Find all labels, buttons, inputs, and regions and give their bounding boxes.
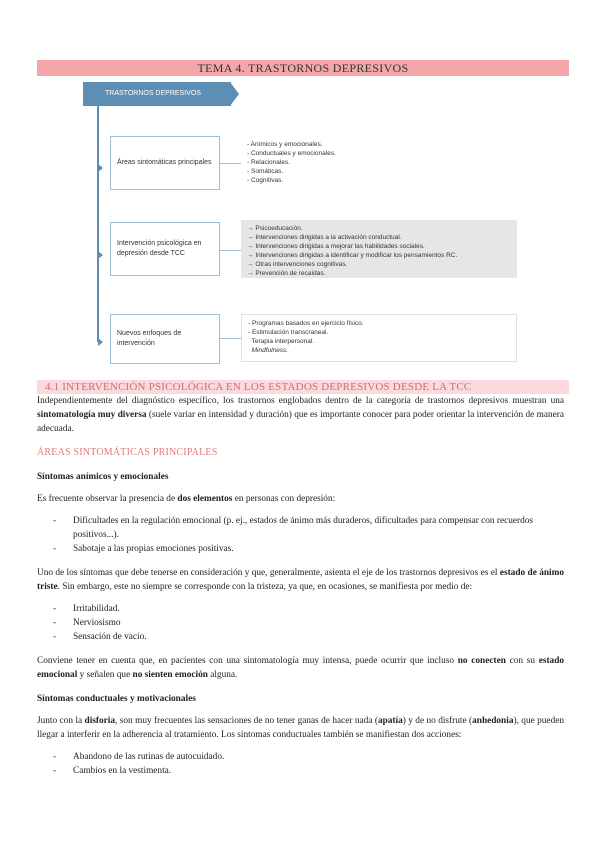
root-arrow-icon	[230, 82, 239, 106]
paragraph: Es frecuente observar la presencia de dos elementos en personas con depresión:	[37, 494, 336, 504]
connector	[220, 338, 241, 339]
list-item: - Dificultades en la regulación emocional (p. ej., estados de ánimo más duraderos, dificultades para compensar con recuerdos positivos...).	[53, 516, 534, 540]
list-item: - Abandono de las rutinas de autocuidado.	[53, 752, 225, 762]
paragraph: Conviene tener en cuenta que, en pacientes con una sintomatología muy intensa, puede ocurrir que incluso no conecten con su estado emocional y señalen que no sienten emoción alguna.	[37, 656, 565, 680]
detail-item: Otras intervenciones cognitivas.	[255, 261, 348, 268]
paragraph: Junto con la disforia, son muy frecuentes las sensaciones de no tener ganas de hacer nada (apatía) y de no disfrute (anhedonia), que pueden llegar a interferir en la adherencia al tratamiento. Los síntomas conductuales también se manifiestan dos acciones:	[37, 716, 564, 740]
detail-item: Intervenciones dirigidas a la activación conductual.	[255, 234, 402, 241]
paragraph: Uno de los síntomas que debe tenerse en consideración y que, generalmente, asienta el eje de los trastornos depresivos es el estado de ánimo triste. Sin embargo, este no siempre se corresponde con la tristeza, ya que, en ocasiones, se manifiesta por medio de:	[37, 568, 564, 592]
detail-item: Psicoeducación.	[255, 225, 303, 232]
detail-item: Anímicos y emocionales.	[250, 141, 323, 148]
heading-anímicos: Síntomas anímicos y emocionales	[37, 472, 169, 482]
diagram-details-3: - Programas basados en ejercicio físico. - Estimulación transcraneal. Terapia interpersonal. Mindfulness.	[241, 314, 517, 362]
document-title: TEMA 4. TRASTORNOS DEPRESIVOS	[37, 60, 569, 76]
detail-item: Intervenciones dirigidas a identificar y modificar los pensamientos RC.	[255, 252, 458, 259]
diagram-details-1: - Anímicos y emocionales. - Conductuales y emocionales. - Relacionales. - Somáticas. - Cognitivas.	[241, 136, 517, 192]
heading-conductuales: Síntomas conductuales y motivacionales	[37, 694, 196, 704]
detail-item: Mindfulness.	[251, 347, 289, 354]
diagram-root: TRASTORNOS DEPRESIVOS	[83, 82, 231, 106]
category-label: Intervención psicológica en depresión desde TCC	[117, 240, 202, 257]
detail-item: Estimulación transcraneal.	[251, 329, 329, 336]
connector	[220, 163, 241, 164]
diagram-category-1	[110, 136, 220, 190]
detail-item: Prevención de recaídas.	[255, 270, 326, 277]
list-item: - Nerviosismo	[53, 618, 121, 628]
bullet-list	[37, 602, 564, 644]
list-item: - Cambios en la vestimenta.	[53, 766, 172, 776]
list-item: - Sabotaje a las propias emociones positivas.	[53, 544, 234, 554]
list-item: - Sensación de vacío.	[53, 632, 147, 642]
detail-item: Cognitivas.	[250, 177, 284, 184]
branch-arrow-icon	[98, 338, 103, 346]
concept-diagram	[0, 0, 600, 370]
category-label: Áreas sintomáticas principales	[117, 159, 212, 166]
detail-item: Relacionales.	[250, 159, 291, 166]
bullet-list	[37, 750, 564, 778]
diagram-connector-line	[97, 106, 99, 342]
intro-paragraph: Independientemente del diagnóstico específico, los trastornos englobados dentro de la categoría de trastornos depresivos muestran una sintomatología muy diversa (suele variar en intensidad y duración) que es importante conocer para poder orientar la intervención de manera adecuada.	[37, 396, 564, 434]
subsection-heading: ÁREAS SINTOMÁTICAS PRINCIPALES	[37, 447, 218, 458]
bullet-list	[37, 514, 564, 556]
list-item: - Irritabilidad.	[53, 604, 120, 614]
branch-arrow-icon	[98, 164, 103, 172]
detail-item: Intervenciones dirigidas a mejorar las habilidades sociales.	[255, 243, 425, 250]
diagram-category-2	[110, 222, 220, 276]
detail-item: Terapia interpersonal.	[251, 338, 315, 345]
diagram-details-2: → Psicoeducación. → Intervenciones dirigidas a la activación conductual. → Intervenciones dirigidas a mejorar las habilidades sociales. → Intervenciones dirigidas a identificar y modificar los pensamientos RC. → Otras intervenciones cognitivas. → Prevención de recaídas.	[241, 220, 517, 278]
detail-item: Somáticas.	[250, 168, 284, 175]
branch-arrow-icon	[98, 251, 103, 259]
category-label: Nuevos enfoques de intervención	[117, 330, 182, 347]
detail-item: Programas basados en ejercicio físico.	[251, 320, 364, 327]
document-body	[37, 394, 564, 778]
detail-item: Conductuales y emocionales.	[250, 150, 336, 157]
diagram-category-3	[110, 314, 220, 364]
section-heading: 4.1 INTERVENCIÓN PSICOLÓGICA EN LOS ESTADOS DEPRESIVOS DESDE LA TCC	[37, 380, 569, 394]
connector	[220, 250, 241, 251]
